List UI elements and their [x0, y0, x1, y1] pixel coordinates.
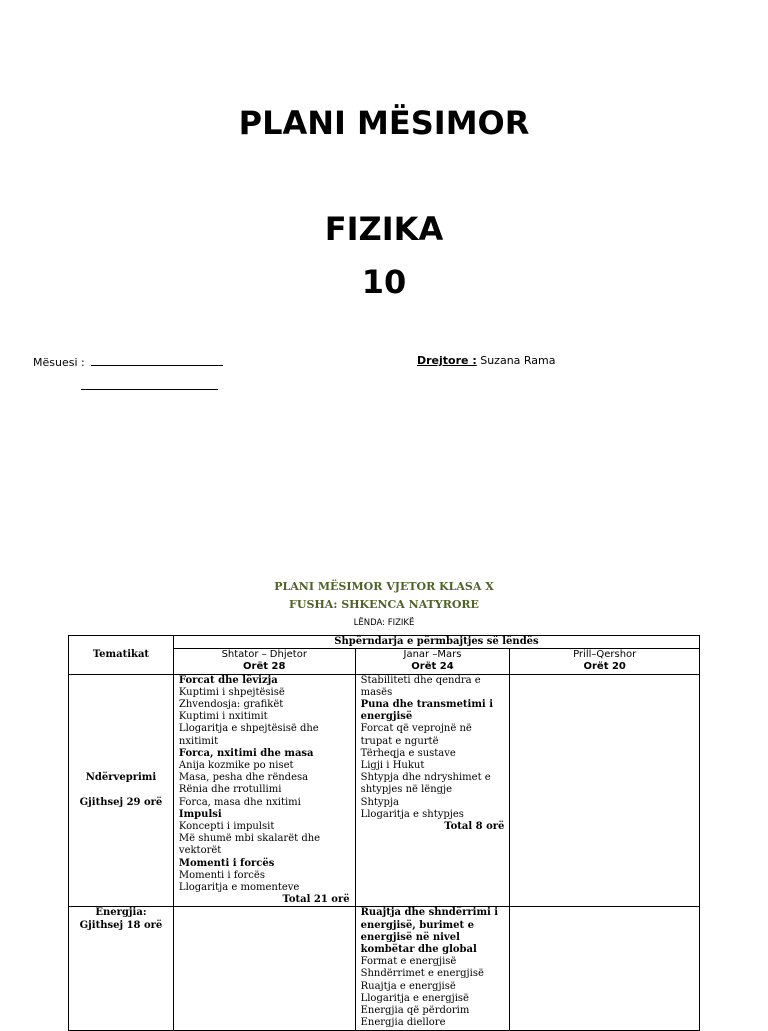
topic-heading: Puna dhe transmetimi i energjisë	[360, 699, 494, 723]
topic-heading: Momenti i forcës	[178, 857, 275, 869]
second-blank	[81, 378, 218, 390]
teacher-blank	[91, 354, 223, 366]
col-theme-header: Tematikat	[69, 636, 174, 675]
topic-heading: Impulsi	[178, 808, 222, 820]
annual-plan-heading: PLANI MËSIMOR VJETOR KLASA X	[274, 580, 494, 593]
period-total: Total 8 orë	[444, 821, 505, 833]
lesson-item: Masa, pesha dhe rëndesa	[178, 772, 309, 784]
lesson-item: Forcat që veprojnë në trupat e ngurtë	[360, 723, 472, 747]
lesson-item: Tërheqja e sustave	[360, 747, 456, 759]
distribution-header: Shpërndarja e përmbajtjes së lëndës	[173, 636, 699, 649]
lesson-item: Shtypja dhe ndryshimet e shtypjes në lëngje	[360, 772, 491, 796]
theme-cell	[69, 907, 174, 1030]
lesson-item: Kuptimi i shpejtësisë	[178, 686, 285, 698]
period-header: Prill–Qershor Orët 20	[510, 649, 700, 674]
second-blank-line	[81, 378, 218, 393]
plan-table	[68, 635, 700, 1031]
table-row	[69, 907, 700, 1030]
topic-heading: Ruajtja dhe shndërrimi i energjisë, burimet e energjisë në nivel kombëtar dhe global	[360, 907, 499, 956]
lesson-item: Momenti i forcës	[178, 869, 265, 881]
lesson-item: Energjia që përdorim	[360, 1005, 470, 1017]
lesson-item: Format e energjisë	[360, 956, 457, 968]
lesson-item: Forca, masa dhe nxitimi	[178, 796, 301, 808]
teacher-line	[33, 354, 223, 369]
lesson-item: Më shumë mbi skalarët dhe vektorët	[178, 833, 321, 857]
table-row	[69, 674, 700, 907]
period-header: Janar –Mars Orët 24	[355, 649, 510, 674]
lesson-item: Anija kozmike po niset	[178, 760, 294, 772]
period-total: Total 21 orë	[282, 894, 350, 906]
content-cell-period-3	[510, 674, 700, 907]
document-title: PLANI MËSIMOR	[238, 104, 530, 142]
lesson-item: Stabiliteti dhe qendra e masës	[360, 674, 481, 698]
content-cell-period-2	[355, 907, 510, 1030]
lesson-item: Llogaritja e momenteve	[178, 882, 300, 894]
lesson-item: Rënia dhe rrotullimi	[178, 784, 282, 796]
lesson-item: Shndërrimet e energjisë	[360, 968, 484, 980]
lesson-item: Llogaritja e shpejtësisë dhe nxitimit	[178, 723, 319, 747]
grade-title: 10	[361, 263, 407, 301]
theme-name: Energjia:	[95, 907, 147, 919]
lesson-item: Kuptimi i nxitimit	[178, 711, 268, 723]
lesson-item: Shtypja	[360, 796, 400, 808]
subject-title: FIZIKA	[324, 210, 444, 248]
lesson-item: Koncepti i impulsit	[178, 821, 275, 833]
topic-heading: Forca, nxitimi dhe masa	[178, 747, 314, 759]
content-cell-period-2	[355, 674, 510, 907]
theme-total: Gjithsej 29 orë	[79, 796, 163, 808]
theme-name: Ndërveprimi	[85, 772, 157, 784]
lesson-item: Llogaritja e energjisë	[360, 992, 469, 1004]
theme-cell	[69, 674, 174, 907]
lesson-item: Ruajtja e energjisë	[360, 980, 456, 992]
content-cell-period-3	[510, 907, 700, 1030]
table-header-row	[69, 636, 700, 649]
lesson-item: Ligji i Hukut	[360, 760, 425, 772]
lesson-item: Energjia diellore	[360, 1017, 446, 1029]
director-line	[417, 354, 556, 367]
lesson-item: Llogaritja e shtypjes	[360, 808, 464, 820]
field-heading: FUSHA: SHKENCA NATYRORE	[289, 598, 479, 611]
teacher-label: Mësuesi :	[33, 356, 85, 369]
topic-heading: Forcat dhe lëvizja	[178, 674, 278, 686]
director-label: Drejtore :	[417, 354, 477, 367]
theme-total: Gjithsej 18 orë	[79, 919, 163, 931]
content-cell-period-1	[173, 674, 355, 907]
subject-heading: LËNDA: FIZIKË	[353, 618, 415, 628]
director-name: Suzana Rama	[480, 354, 556, 367]
lesson-item: Zhvendosja: grafikët	[178, 699, 284, 711]
content-cell-period-1	[173, 907, 355, 1030]
period-header: Shtator – Dhjetor Orët 28	[173, 649, 355, 674]
